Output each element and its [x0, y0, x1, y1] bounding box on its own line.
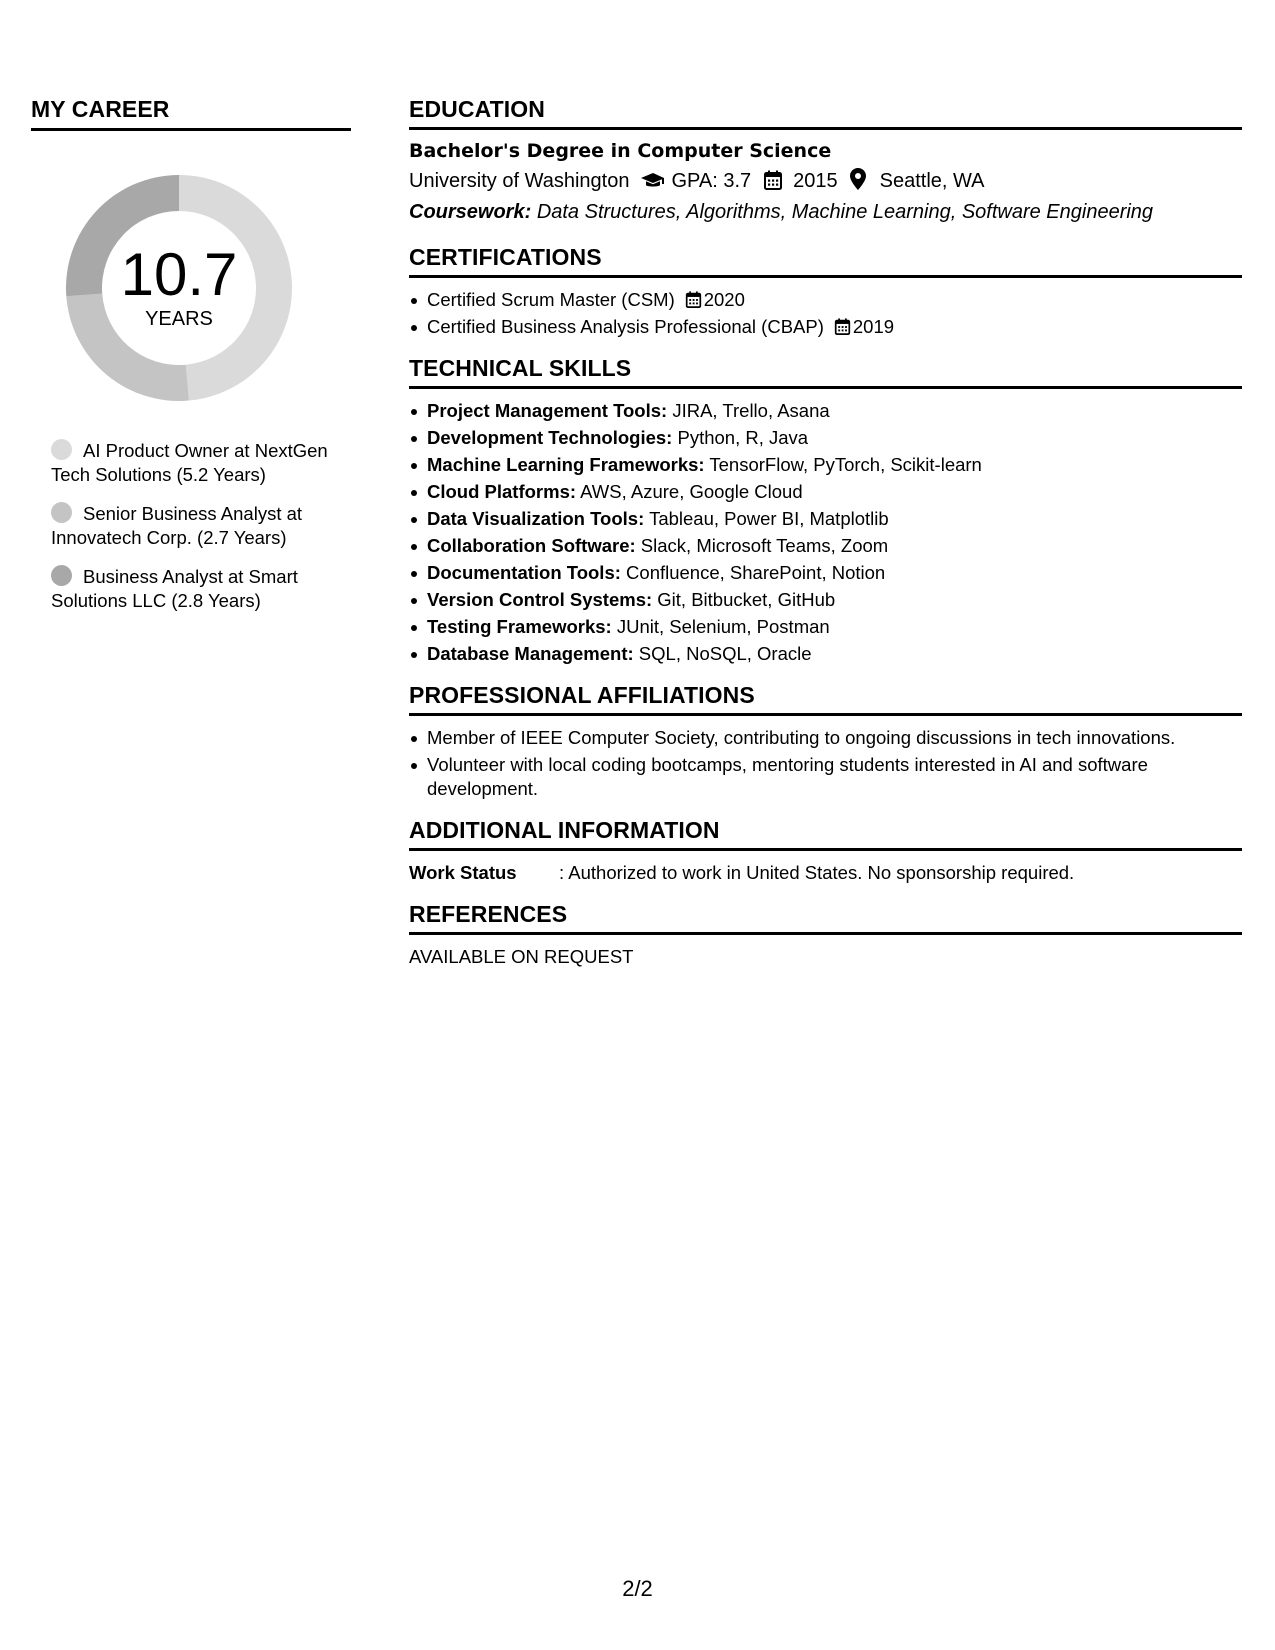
skill-item — [427, 534, 1242, 558]
skill-category: Documentation Tools: — [427, 562, 621, 583]
legend-dot-role-2 — [51, 502, 72, 523]
calendar-icon — [834, 317, 851, 334]
skill-values: SQL, NoSQL, Oracle — [638, 643, 812, 664]
additional-info-title: ADDITIONAL INFORMATION — [409, 817, 720, 843]
certification-item — [427, 288, 1242, 312]
certifications-list — [409, 288, 1242, 339]
graduation-year: 2015 — [793, 170, 838, 192]
references-section — [409, 900, 1242, 969]
graduation-cap-icon — [641, 169, 663, 189]
skill-item — [427, 642, 1242, 666]
certification-name: Certified Scrum Master (CSM) — [427, 289, 675, 310]
additional-info-rule — [409, 848, 1242, 851]
education-details — [409, 166, 1242, 197]
work-status-value: : Authorized to work in United States. No sponsorship required. — [559, 862, 1075, 883]
certification-item — [427, 315, 1242, 339]
legend-label: Senior Business Analyst at Innovatech Corp. (2.7 Years) — [51, 503, 303, 548]
affiliations-rule — [409, 713, 1242, 716]
technical-skills-title: TECHNICAL SKILLS — [409, 355, 632, 381]
certification-year: 2019 — [852, 316, 895, 337]
certification-year: 2020 — [703, 289, 745, 310]
total-years-value: 10.7 — [120, 241, 238, 308]
certifications-rule — [409, 275, 1242, 278]
legend-dot-role-3 — [51, 565, 72, 586]
affiliations-list — [409, 726, 1242, 801]
skill-item — [427, 399, 1242, 423]
skill-values: Confluence, SharePoint, Notion — [626, 562, 886, 583]
skill-category: Database Management: — [427, 643, 634, 664]
skill-category: Version Control Systems: — [427, 589, 653, 610]
education-rule — [409, 127, 1242, 130]
skill-item — [427, 588, 1242, 612]
work-status-label: Work Status — [409, 862, 517, 883]
legend-label: Business Analyst at Smart Solutions LLC (2.8 Years) — [51, 566, 298, 611]
skill-category: Machine Learning Frameworks: — [427, 454, 705, 475]
page-number: 2/2 — [622, 1576, 653, 1601]
skill-item — [427, 426, 1242, 450]
donut-center — [66, 175, 292, 401]
skill-category: Testing Frameworks: — [427, 616, 612, 637]
references-text: AVAILABLE ON REQUEST — [409, 946, 634, 967]
gpa: GPA: 3.7 — [671, 170, 752, 192]
technical-skills-rule — [409, 386, 1242, 389]
skill-item — [427, 561, 1242, 585]
skill-values: TensorFlow, PyTorch, Scikit-learn — [709, 454, 982, 475]
legend-dot-role-1 — [51, 439, 72, 460]
skill-values: Slack, Microsoft Teams, Zoom — [640, 535, 889, 556]
skill-item — [427, 453, 1242, 477]
coursework-list: Data Structures, Algorithms, Machine Learning, Software Engineering — [536, 201, 1154, 223]
affiliations-title: PROFESSIONAL AFFILIATIONS — [409, 682, 755, 708]
skill-values: Tableau, Power BI, Matplotlib — [649, 508, 889, 529]
references-title: REFERENCES — [409, 901, 568, 927]
affiliations-section — [409, 681, 1242, 801]
career-sidebar — [31, 95, 351, 628]
affiliation-item: Volunteer with local coding bootcamps, mentoring students interested in AI and software development. — [427, 753, 1242, 801]
skill-category: Data Visualization Tools: — [427, 508, 645, 529]
calendar-icon — [763, 169, 785, 189]
skill-values: JIRA, Trello, Asana — [672, 400, 830, 421]
location-pin-icon — [850, 168, 872, 188]
certifications-title: CERTIFICATIONS — [409, 244, 602, 270]
career-legend — [31, 439, 351, 613]
career-title-rule — [31, 128, 351, 131]
resume-main — [409, 95, 1242, 984]
skill-item — [427, 480, 1242, 504]
skills-list — [409, 399, 1242, 666]
legend-label: AI Product Owner at NextGen Tech Solutions (5.2 Years) — [51, 440, 328, 485]
coursework-label: Coursework: — [409, 201, 532, 223]
legend-item — [51, 565, 351, 613]
skill-category: Cloud Platforms: — [427, 481, 577, 502]
degree-title: Bachelor's Degree in Computer Science — [409, 140, 832, 162]
affiliation-item: Member of IEEE Computer Society, contributing to ongoing discussions in tech innovations. — [427, 726, 1242, 750]
skill-values: AWS, Azure, Google Cloud — [580, 481, 803, 502]
calendar-icon — [685, 290, 702, 307]
skill-category: Development Technologies: — [427, 427, 673, 448]
technical-skills-section — [409, 354, 1242, 666]
legend-item — [51, 439, 351, 487]
skill-values: Git, Bitbucket, GitHub — [657, 589, 836, 610]
coursework — [409, 197, 1242, 228]
skill-values: JUnit, Selenium, Postman — [616, 616, 830, 637]
skill-item — [427, 615, 1242, 639]
skill-category: Project Management Tools: — [427, 400, 668, 421]
total-years-unit: YEARS — [145, 308, 213, 330]
career-title: MY CAREER — [31, 96, 170, 122]
certification-name: Certified Business Analysis Professional (CBAP) — [427, 316, 824, 337]
references-rule — [409, 932, 1242, 935]
work-status-row — [409, 861, 1242, 885]
additional-info-section — [409, 816, 1242, 885]
certifications-section — [409, 243, 1242, 339]
career-donut-chart — [66, 175, 292, 401]
skill-values: Python, R, Java — [677, 427, 809, 448]
education-section — [409, 95, 1242, 228]
skill-item — [427, 507, 1242, 531]
legend-item — [51, 502, 351, 550]
skill-category: Collaboration Software: — [427, 535, 636, 556]
school-location: Seattle, WA — [879, 170, 985, 192]
education-title: EDUCATION — [409, 96, 545, 122]
school-name: University of Washington — [409, 170, 630, 192]
